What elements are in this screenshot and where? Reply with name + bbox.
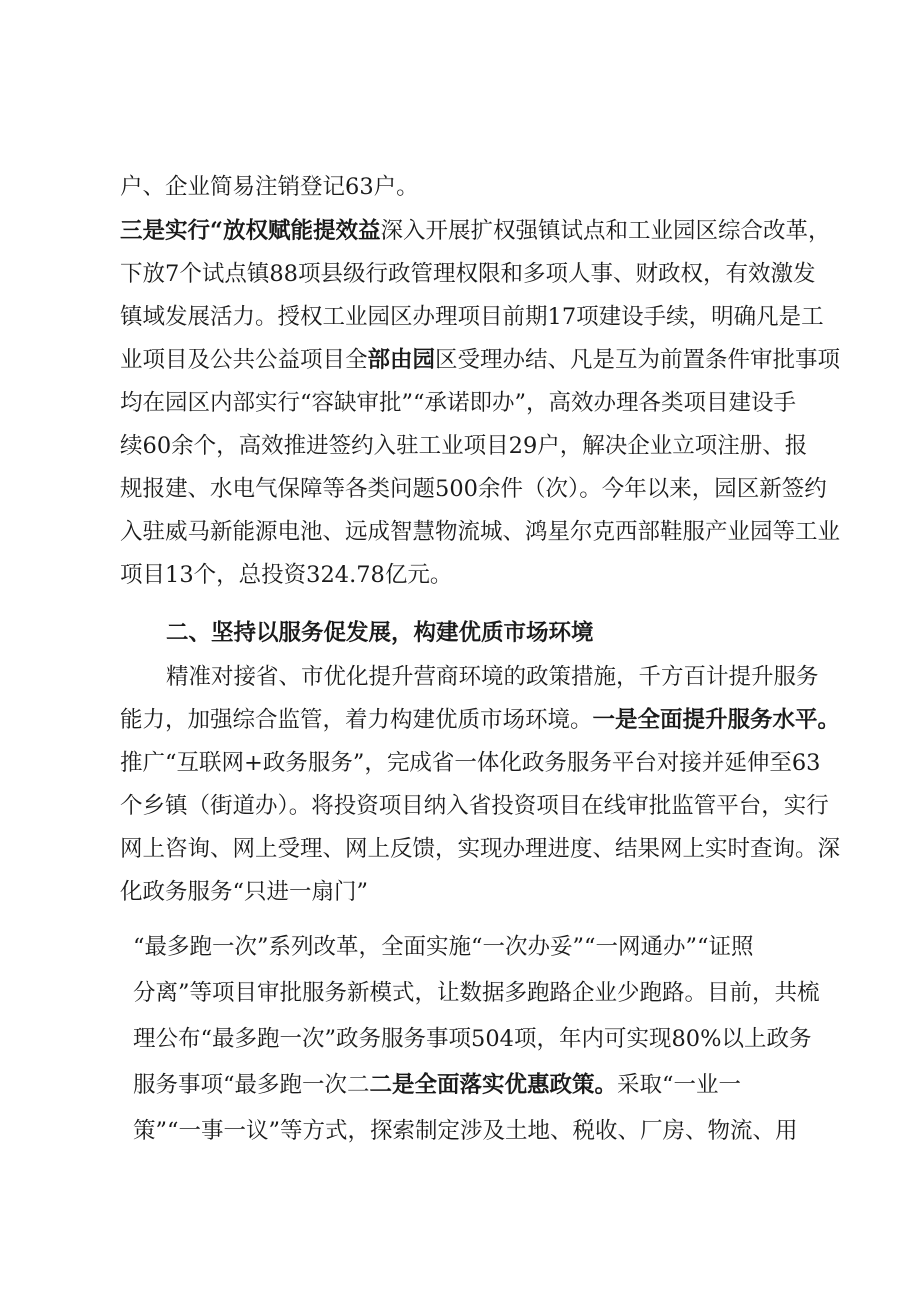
text-run: 户、企业简易注销登记63户。 (120, 174, 419, 200)
text-run: 精准对接省、市优化提升营商环境的政策措施，千方百计提升服务 (166, 664, 819, 690)
paragraph-line (133, 932, 754, 962)
paragraph-line (120, 431, 807, 461)
bold-text: 部由园 (367, 347, 436, 373)
paragraph-line (120, 172, 419, 202)
paragraph-line (120, 877, 368, 907)
text-run: 镇域发展活力。授权工业园区办理项目前期17项建设手续，明确凡是工 (120, 304, 824, 330)
paragraph-line (120, 302, 824, 332)
text-run: 能力，加强综合监管，着力构建优质市场环境。 (120, 707, 593, 733)
paragraph-line (133, 1116, 798, 1146)
text-run: 服务事项“最多跑一次二 (133, 1072, 370, 1098)
text-run: 下放7个试点镇88项县级行政管理权限和多项人事、财政权，有效激发 (120, 261, 816, 287)
paragraph-line (120, 834, 840, 864)
paragraph-line (133, 1070, 741, 1100)
bold-text: 三是实行“放权赋能提效益 (120, 218, 381, 244)
paragraph-line (120, 259, 815, 289)
text-run: 规报建、水电气保障等各类问题500余件（次）。今年以来，园区新签约 (120, 476, 827, 502)
paragraph-line (120, 474, 827, 504)
text-run: 网上咨询、网上受理、网上反馈，实现办理进度、结果网上实时查询。深 (120, 836, 841, 862)
paragraph-line (166, 662, 819, 692)
text-run: 策”“一事一议”等方式，探索制定涉及土地、税收、厂房、物流、用 (133, 1118, 798, 1144)
paragraph-line (120, 791, 829, 821)
text-run: 化政务服务“只进一扇门” (120, 879, 369, 905)
text-run: 续60余个，高效推进签约入驻工业项目29户，解决企业立项注册、报 (120, 433, 808, 459)
paragraph-line (120, 345, 840, 375)
paragraph-line (133, 1024, 811, 1054)
text-run: 均在园区内部实行“容缺审批”“承诺即办”，高效办理各类项目建设手 (120, 390, 797, 416)
paragraph-line (120, 517, 840, 547)
paragraph-line (120, 705, 840, 735)
text-run: 推广“互联网+政务服务”，完成省一体化政务服务平台对接并延伸至63 (120, 750, 821, 776)
paragraph-line (120, 388, 796, 418)
paragraph-line (120, 748, 821, 778)
section-heading (166, 618, 594, 648)
text-run: 区受理办结、凡是互为前置条件审批事项 (435, 347, 841, 373)
text-run: “最多跑一次”系列改革，全面实施“一次办妥”“一网通办”“证照 (133, 934, 754, 960)
text-run: 入驻威马新能源电池、远成智慧物流城、鸿星尔克西部鞋服产业园等工业 (120, 519, 841, 545)
text-run: 业项目及公共公益项目全 (120, 347, 368, 373)
paragraph-line (133, 978, 820, 1008)
heading-text: 二、坚持以服务促发展，构建优质市场环境 (166, 620, 594, 646)
paragraph-line (120, 560, 452, 590)
text-run: 理公布“最多跑一次”政务服务事项504项，年内可实现80%以上政务 (133, 1026, 812, 1052)
bold-text: 一是全面提升服务水平。 (592, 707, 841, 733)
text-run: 深入开展扩权强镇试点和工业园区综合改革， (380, 218, 831, 244)
text-run: 个乡镇（街道办）。将投资项目纳入省投资项目在线审批监管平台，实行 (120, 793, 829, 819)
text-run: 分离”等项目审批服务新模式，让数据多跑路企业少跑路。目前，共梳 (133, 980, 820, 1006)
paragraph-line (120, 216, 831, 246)
text-run: 项目13个，总投资324.78亿元。 (120, 562, 453, 588)
bold-text: 二是全面落实优惠政策。 (369, 1072, 618, 1098)
text-run: 采取“一业一 (617, 1072, 742, 1098)
